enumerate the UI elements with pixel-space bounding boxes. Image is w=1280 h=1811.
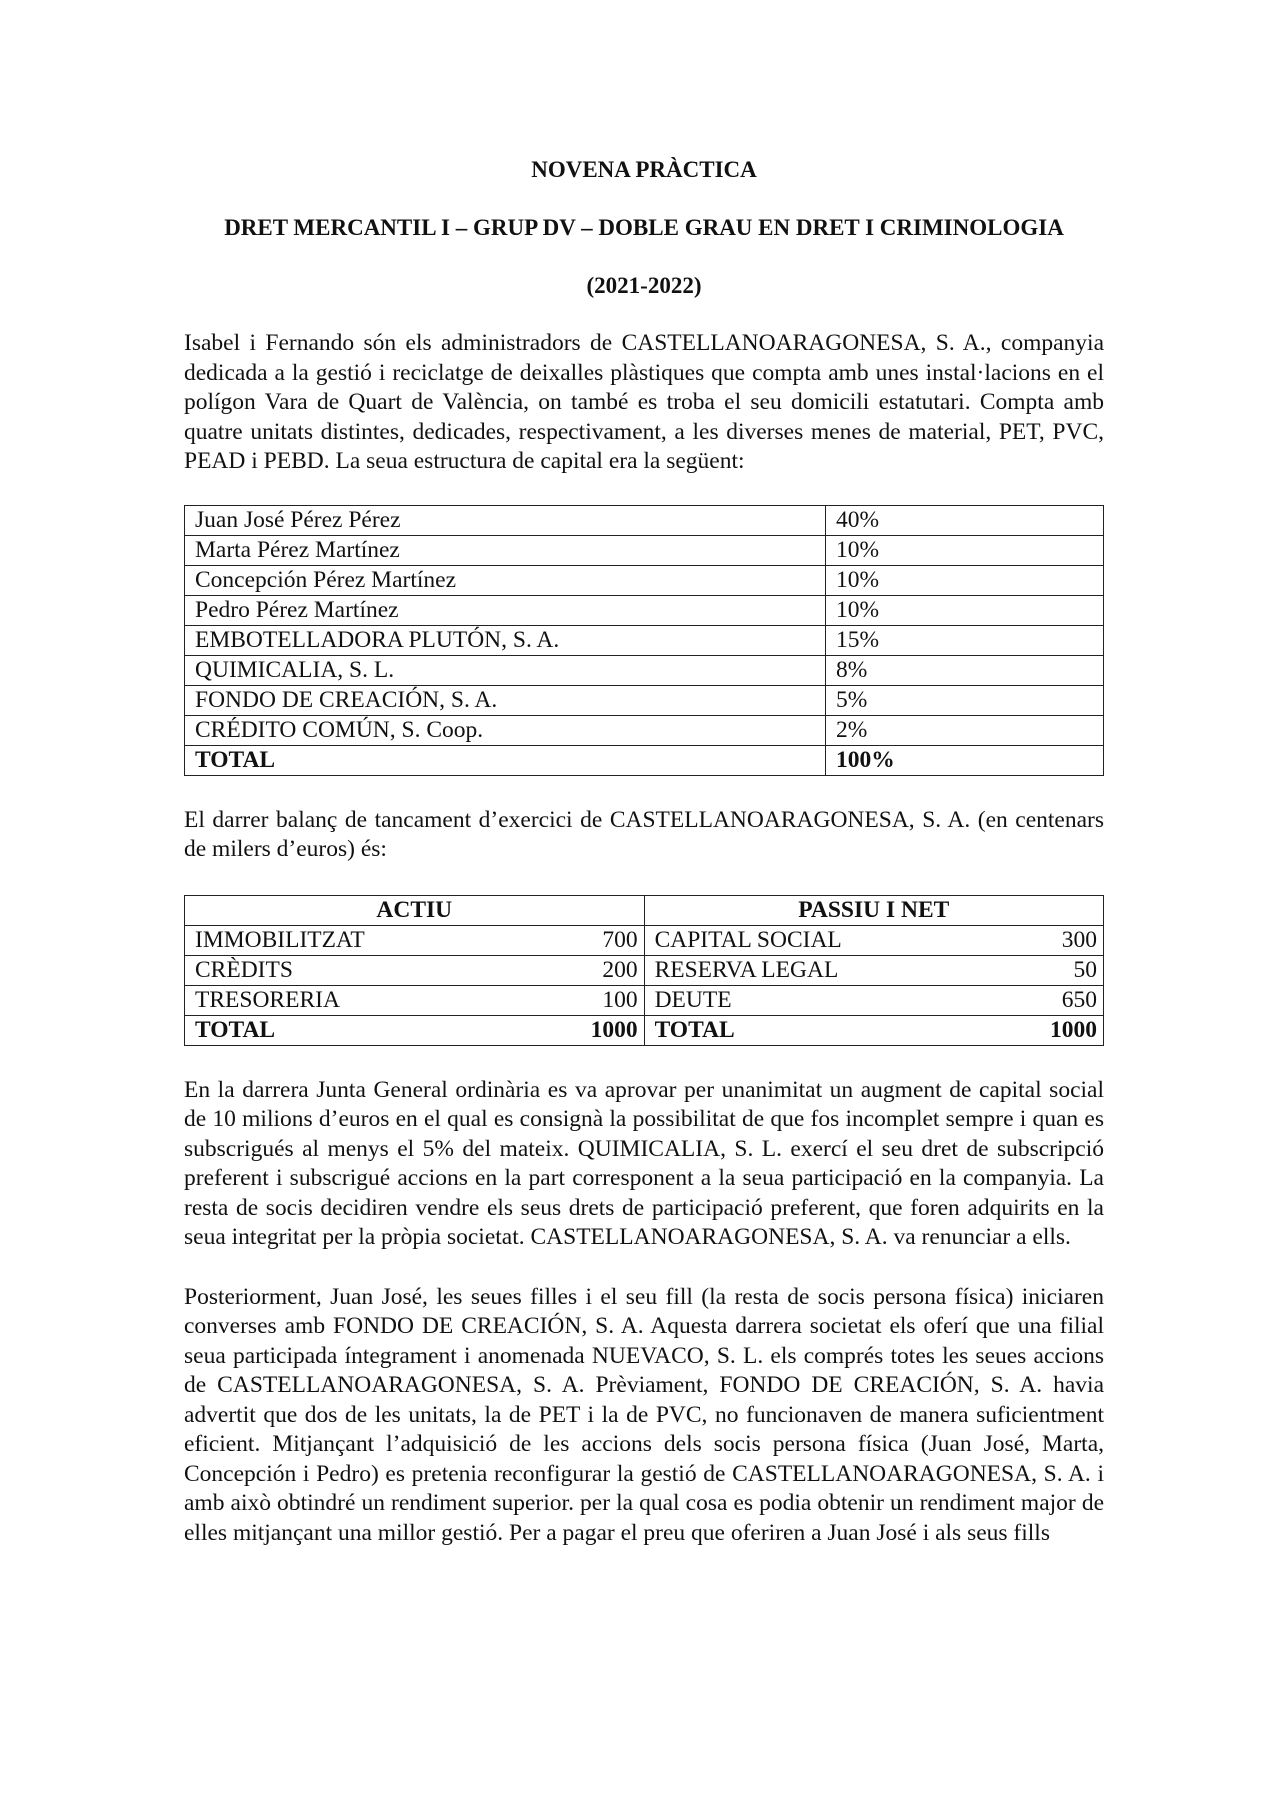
table-header-row xyxy=(185,895,1104,925)
table-row xyxy=(185,985,1104,1015)
document-subtitle: DRET MERCANTIL I – GRUP DV – DOBLE GRAU EN DRET I CRIMINOLOGIA xyxy=(224,215,1064,240)
liability-label: CAPITAL SOCIAL xyxy=(644,925,984,955)
balance-sheet-table xyxy=(184,895,1104,1046)
shareholder-percent: 10% xyxy=(826,565,1104,595)
total-row xyxy=(185,745,1104,775)
document-page xyxy=(184,0,1104,1548)
liability-total-label: TOTAL xyxy=(644,1015,984,1045)
table-row xyxy=(185,685,1104,715)
shareholder-percent: 8% xyxy=(826,655,1104,685)
total-row xyxy=(185,1015,1104,1045)
asset-value: 700 xyxy=(524,925,644,955)
liability-total-value: 1000 xyxy=(984,1015,1104,1045)
capital-structure-table xyxy=(184,505,1104,776)
shareholder-percent: 15% xyxy=(826,625,1104,655)
asset-label: TRESORERIA xyxy=(185,985,525,1015)
assets-header: ACTIU xyxy=(185,895,645,925)
posterior-paragraph: Posteriorment, Juan José, les seues filles i el seu fill (la resta de socis persona física) iniciaren converses amb FONDO DE CREACIÓN, S. A. Aquesta darrera societat els oferí que una filial seua participada íntegrament i anomenada NUEVACO, S. L. els comprés totes les seues accions de CASTELLANOARAGONESA, S. A. Prèviament, FONDO DE CREACIÓN, S. A. havia advertit que dos de les unitats, la de PET i la de PVC, no funcionaven de manera suficientment eficient. Mitjançant l’adquisició de les accions dels socis persona física (Juan José, Marta, Concepción i Pedro) es pretenia reconfigurar la gestió de CASTELLANOARAGONESA, S. A. i amb això obtindré un rendiment superior. per la qual cosa es podia obtenir un rendiment major de elles mitjançant una millor gestió. Per a pagar el preu que oferiren a Juan José i als seus fills xyxy=(184,1283,1104,1546)
intro-paragraph: Isabel i Fernando són els administradors de CASTELLANOARAGONESA, S. A., companyia dedicada a la gestió i reciclatge de deixalles plàstiques que compta amb unes instal·lacions en el polígon Vara de Quart de València, on també es troba el seu domicili estatutari. Compta amb quatre unitats distintes, dedicades, respectivament, a les diverses menes de material, PET, PVC, PEAD i PEBD. La seua estructura de capital era la següent: xyxy=(184,330,1104,474)
liabilities-header: PASSIU I NET xyxy=(644,895,1103,925)
asset-total-label: TOTAL xyxy=(185,1015,525,1045)
asset-value: 200 xyxy=(524,955,644,985)
document-title: NOVENA PRÀCTICA xyxy=(531,157,757,182)
liability-label: RESERVA LEGAL xyxy=(644,955,984,985)
shareholder-percent: 40% xyxy=(826,505,1104,535)
total-label: TOTAL xyxy=(185,745,826,775)
asset-label: IMMOBILITZAT xyxy=(185,925,525,955)
shareholder-name: Pedro Pérez Martínez xyxy=(185,595,826,625)
shareholder-name: EMBOTELLADORA PLUTÓN, S. A. xyxy=(185,625,826,655)
table-row xyxy=(185,655,1104,685)
table-row xyxy=(185,505,1104,535)
liability-value: 300 xyxy=(984,925,1104,955)
shareholder-percent: 10% xyxy=(826,595,1104,625)
total-percent: 100% xyxy=(826,745,1104,775)
academic-year: (2021-2022) xyxy=(586,273,702,298)
shareholder-percent: 2% xyxy=(826,715,1104,745)
asset-total-value: 1000 xyxy=(524,1015,644,1045)
liability-value: 50 xyxy=(984,955,1104,985)
shareholder-percent: 5% xyxy=(826,685,1104,715)
shareholder-name: QUIMICALIA, S. L. xyxy=(185,655,826,685)
shareholder-percent: 10% xyxy=(826,535,1104,565)
table-row xyxy=(185,955,1104,985)
shareholder-name: CRÉDITO COMÚN, S. Coop. xyxy=(185,715,826,745)
shareholder-name: Concepción Pérez Martínez xyxy=(185,565,826,595)
liability-value: 650 xyxy=(984,985,1104,1015)
shareholder-name: Marta Pérez Martínez xyxy=(185,535,826,565)
table-row xyxy=(185,535,1104,565)
asset-label: CRÈDITS xyxy=(185,955,525,985)
shareholder-name: FONDO DE CREACIÓN, S. A. xyxy=(185,685,826,715)
shareholder-name: Juan José Pérez Pérez xyxy=(185,505,826,535)
table-row xyxy=(185,925,1104,955)
liability-label: DEUTE xyxy=(644,985,984,1015)
table-row xyxy=(185,565,1104,595)
table-row xyxy=(185,595,1104,625)
table-row xyxy=(185,625,1104,655)
balance-intro-paragraph: El darrer balanç de tancament d’exercici de CASTELLANOARAGONESA, S. A. (en centenars de milers d’euros) és: xyxy=(184,806,1104,862)
junta-paragraph: En la darrera Junta General ordinària es va aprovar per unanimitat un augment de capital social de 10 milions d’euros en el qual es consignà la possibilitat de que fos incomplet sempre i quan es subscrigués al menys el 5% del mateix. QUIMICALIA, S. L. exercí el seu dret de subscripció preferent i subscrigué accions en la part corresponent a la seua participació en la companyia. La resta de socis decidiren vendre els seus drets de participació preferent, que foren adquirits en la seua integritat per la pròpia societat. CASTELLANOARAGONESA, S. A. va renunciar a ells. xyxy=(184,1076,1104,1250)
asset-value: 100 xyxy=(524,985,644,1015)
table-row xyxy=(185,715,1104,745)
